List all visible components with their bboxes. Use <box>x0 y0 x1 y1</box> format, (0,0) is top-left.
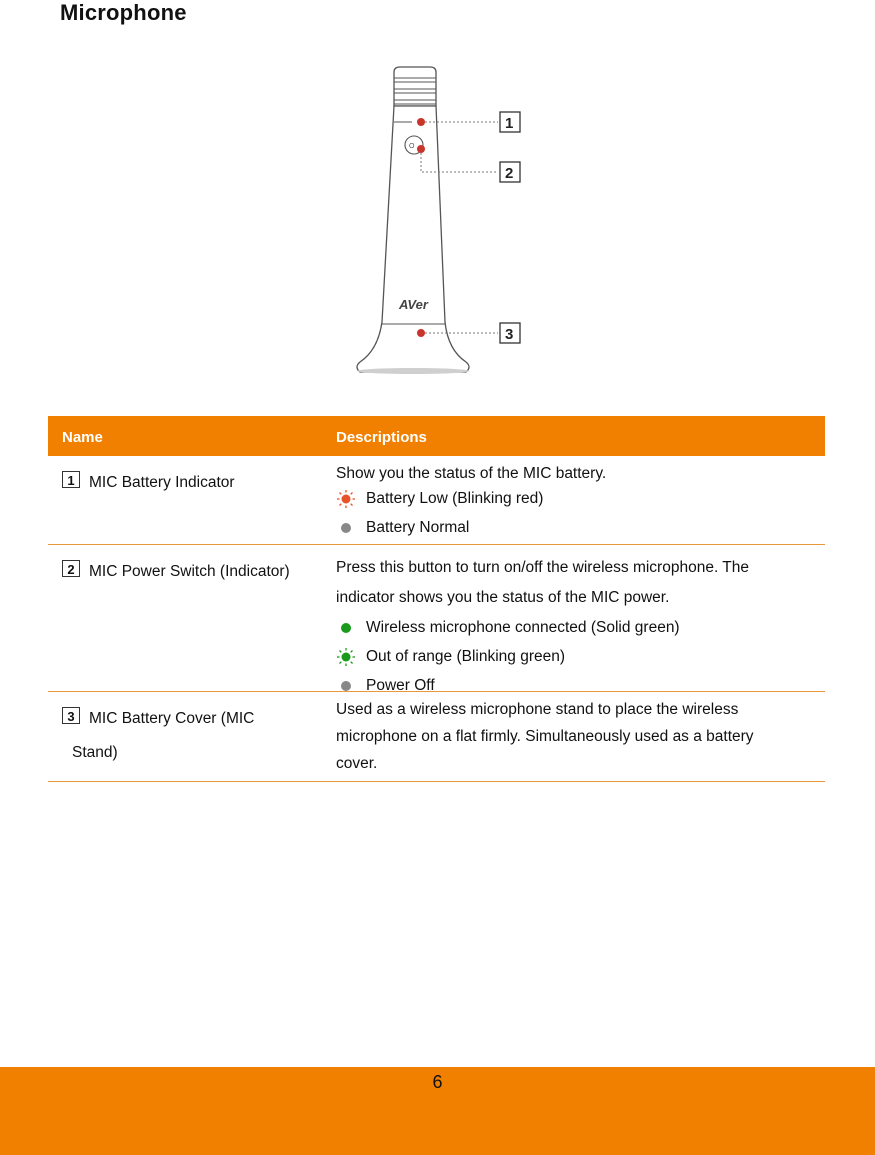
mic-grille <box>394 67 436 106</box>
callout-3 <box>500 323 520 343</box>
gray-dot-icon <box>336 518 356 538</box>
state-item: Out of range (Blinking green) <box>336 642 816 671</box>
page-title: Microphone <box>60 0 187 25</box>
blinking-green-icon <box>336 647 356 667</box>
table-header <box>48 416 825 456</box>
row-description: Show you the status of the MIC battery. Battery Low (Blinking red) Battery Normal <box>336 464 816 542</box>
number-box: 2 <box>62 560 80 577</box>
state-item: Battery Normal <box>336 513 816 542</box>
green-dot-icon <box>336 618 356 638</box>
row-name: 1 MIC Battery Indicator <box>62 466 332 500</box>
row-description: Used as a wireless microphone stand to place the wireless microphone on a flat firmly. Simultaneously used as a battery cover. <box>336 701 754 772</box>
row-name: 2 MIC Power Switch (Indicator) <box>62 555 332 589</box>
number-box: 3 <box>62 707 80 724</box>
table-row <box>48 692 825 782</box>
header-name: Name <box>62 429 103 446</box>
header-descriptions: Descriptions <box>336 429 427 446</box>
component-table <box>48 416 825 782</box>
state-item: Wireless microphone connected (Solid green) <box>336 613 816 642</box>
number-box: 1 <box>62 471 80 488</box>
row-name: 3 MIC Battery Cover (MIC Stand) <box>62 702 332 770</box>
page-number: 6 <box>432 1072 443 1092</box>
table-row <box>48 545 825 692</box>
microphone-illustration <box>330 60 530 380</box>
table-row <box>48 456 825 545</box>
aver-logo: AVer <box>399 297 428 312</box>
svg-text:3: 3 <box>505 326 514 343</box>
callout-2 <box>500 162 520 182</box>
page-footer <box>0 1067 875 1155</box>
row-description: Press this button to turn on/off the wireless microphone. The indicator shows you the status of the MIC power. Wireless microphone connected (Solid green) Out of range (Blinking green) Power Off <box>336 553 816 700</box>
callout-1 <box>500 112 520 132</box>
svg-text:2: 2 <box>505 165 514 182</box>
blinking-red-icon <box>336 489 356 509</box>
state-item: Power Off <box>336 671 816 700</box>
svg-text:1: 1 <box>505 115 514 132</box>
state-item: Battery Low (Blinking red) <box>336 484 816 513</box>
svg-text:O: O <box>409 143 415 150</box>
